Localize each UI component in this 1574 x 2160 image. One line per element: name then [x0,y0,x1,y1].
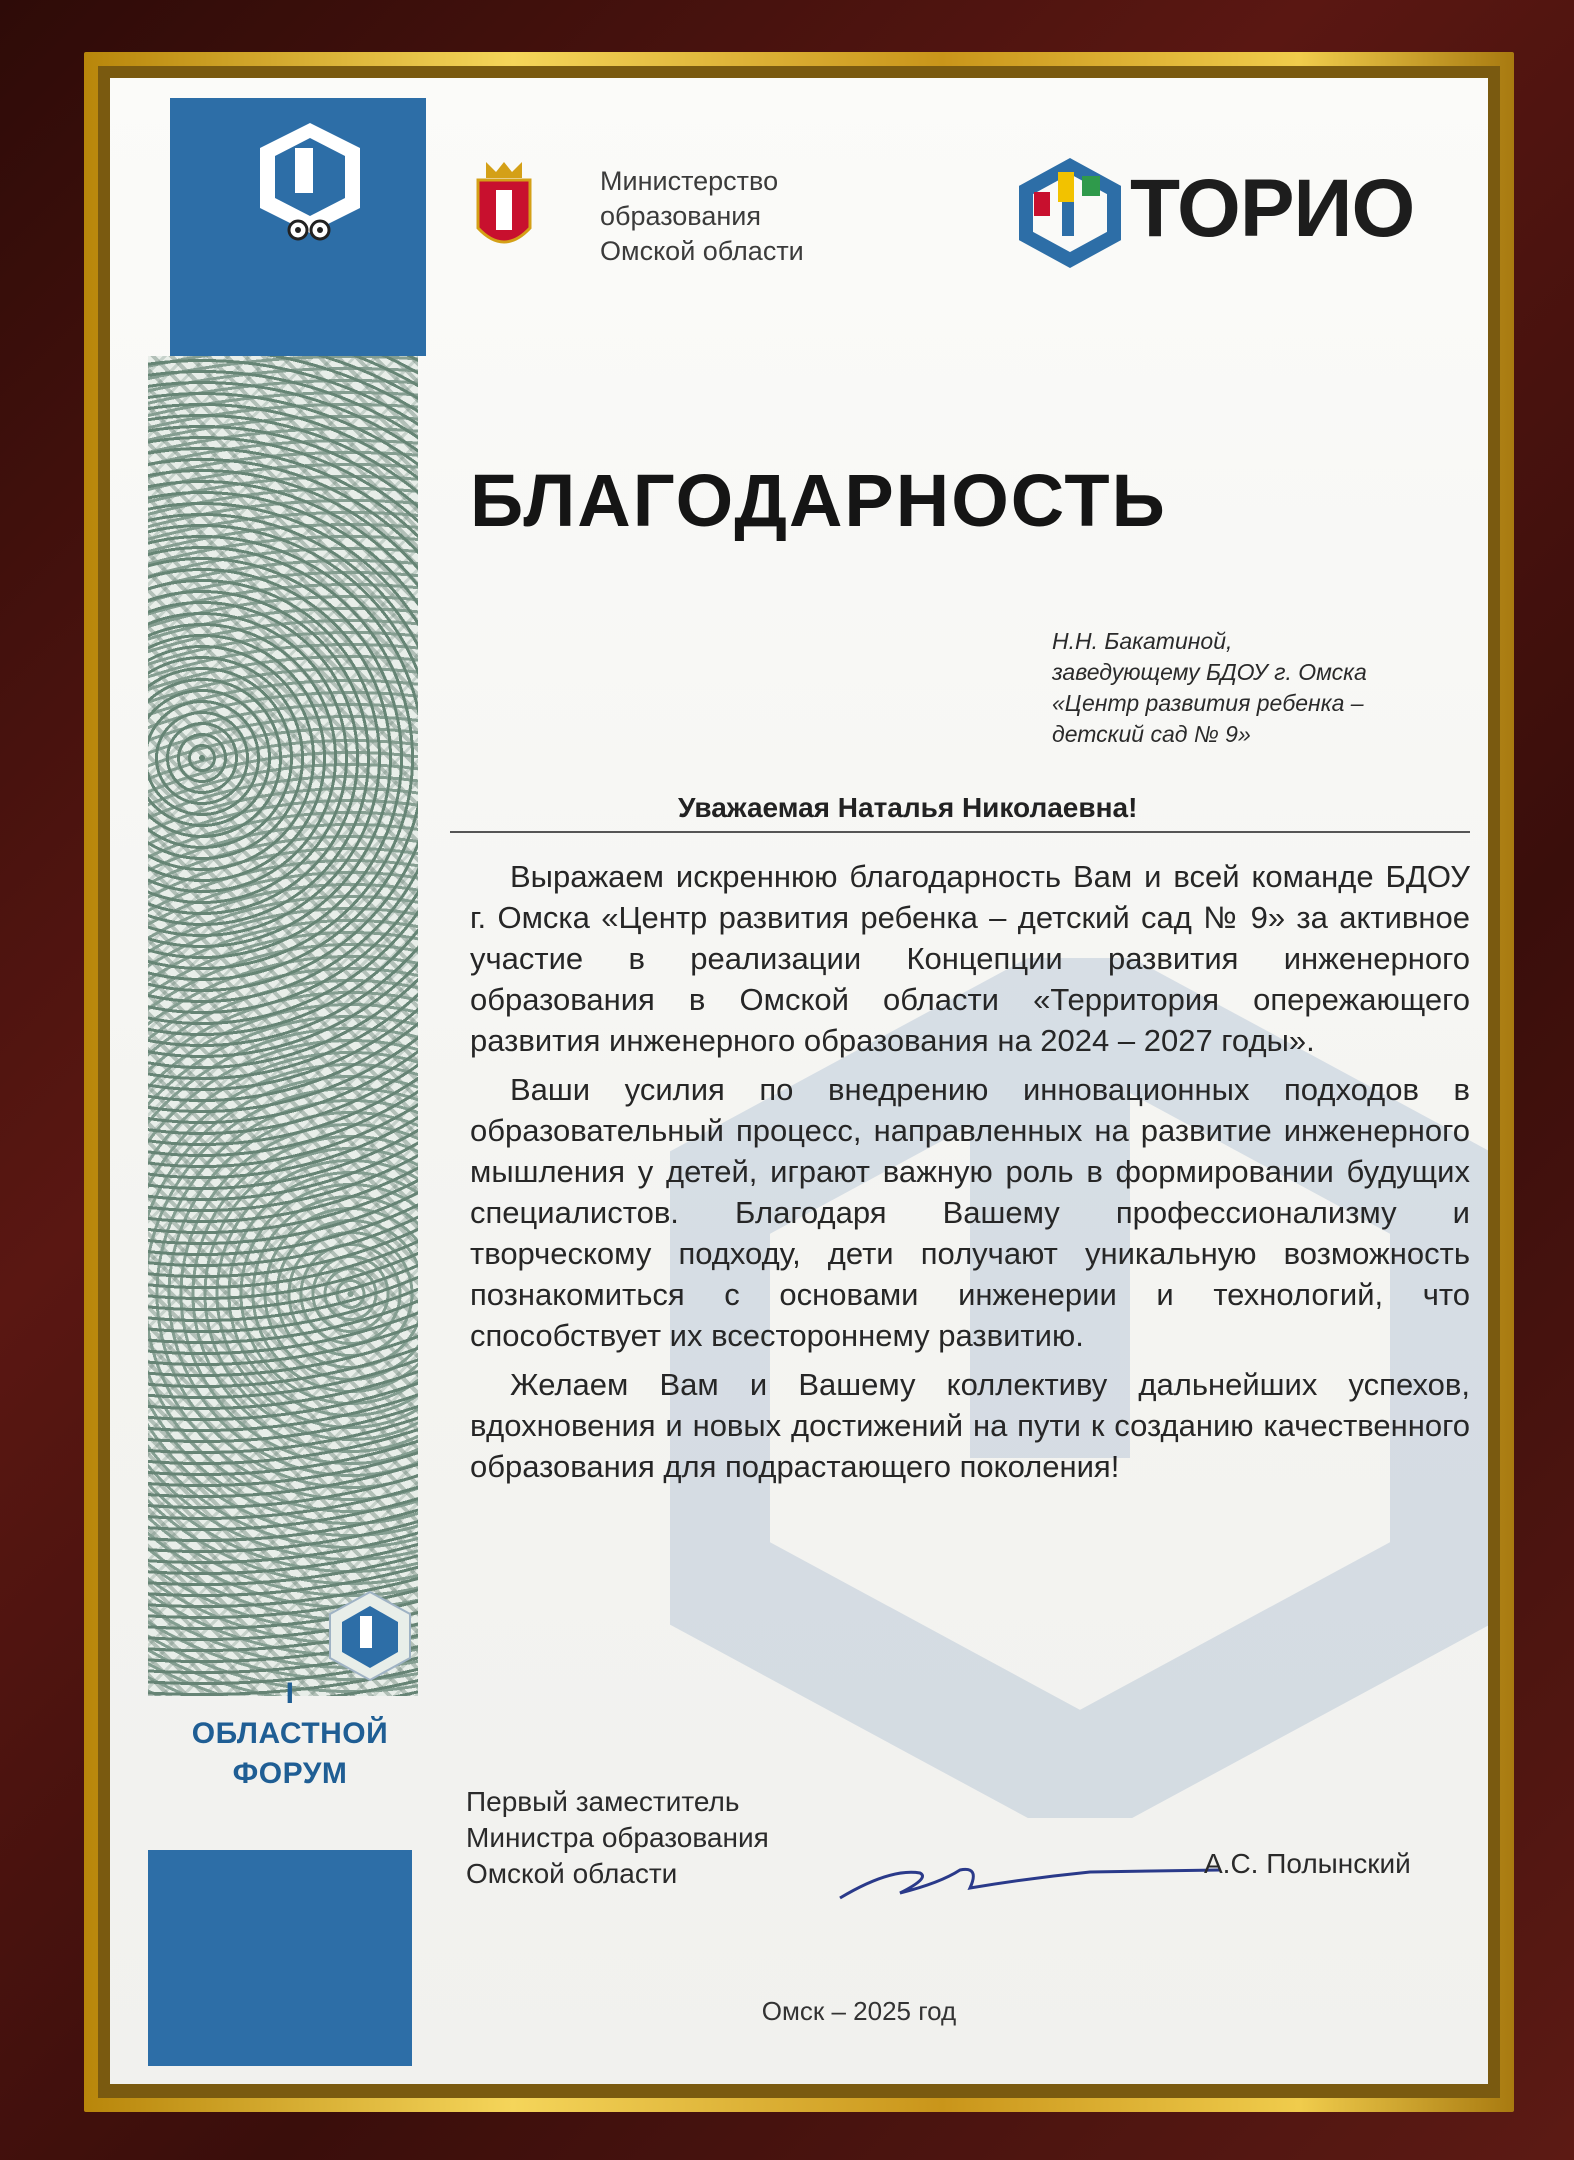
signer-title [466,1784,769,1892]
forum-line-1: I [285,1677,295,1710]
body-paragraph: Желаем Вам и Вашему коллективу дальнейших успехов, вдохновения и новых достижений на пути к созданию качественного образования для подрастающего поколения! [470,1367,1470,1484]
page-title: БЛАГОДАРНОСТЬ [470,459,1167,542]
addressee-line: заведующему БДОУ г. Омска [1052,659,1367,685]
addressee-line: «Центр развития ребенка – [1052,690,1364,716]
addressee-line: Н.Н. Бакатиной, [1052,628,1233,654]
ministry-name [600,164,804,269]
ministry-line-1: Министерство [600,166,779,196]
torio-logo-icon [1018,158,1122,268]
handwritten-signature [830,1848,1230,1908]
signer-line: Первый заместитель [466,1786,740,1817]
signer-name: А.С. Полынский [1204,1848,1411,1879]
signer-line: Министра образования [466,1822,769,1853]
greeting: Уважаемая Наталья Николаевна! [678,792,1138,823]
coat-of-arms-icon [472,158,536,258]
torio-mascot-icon [250,118,370,258]
ministry-line-3: Омской области [600,236,804,266]
footer-place-date: Омск – 2025 год [761,1996,957,2026]
torio-brand-text: ТОРИО [1130,163,1415,254]
certificate-sheet [110,78,1488,2084]
body-paragraph: Выражаем искреннюю благодарность Вам и всей команде БДОУ г. Омска «Центр развития ребенка – детский сад № 9» за активное участие в реализации Концепции развития инженерного образования в Омской области «Территория опережающего развития инженерного образования на 2024 – 2027 годы». [470,859,1470,1058]
sidebar-pattern [148,356,418,1696]
addressee-line: детский сад № 9» [1052,721,1251,747]
sidebar-bottom-block [148,1850,412,2066]
ministry-line-2: образования [600,201,761,231]
signer-line: Омской области [466,1858,678,1889]
body-paragraph: Ваши усилия по внедрению инновационных подходов в образовательный процесс, направленных на развитие инженерного мышления у детей, играют важную роль в формировании будущих специалистов. Благодаря Вашему профессионализму и творческому подходу, дети получают уникальную возможность познакомиться с основами инженерии и технологий, что способствует их всестороннему развитию. [470,1072,1470,1353]
forum-line-3: ФОРУМ [232,1757,348,1790]
forum-line-2: ОБЛАСТНОЙ [191,1717,389,1750]
letter-body [470,856,1470,1495]
addressee-block [1052,626,1472,750]
torio-small-logo-icon [322,1588,418,1684]
forum-label [150,1674,430,1794]
divider [450,831,1470,833]
